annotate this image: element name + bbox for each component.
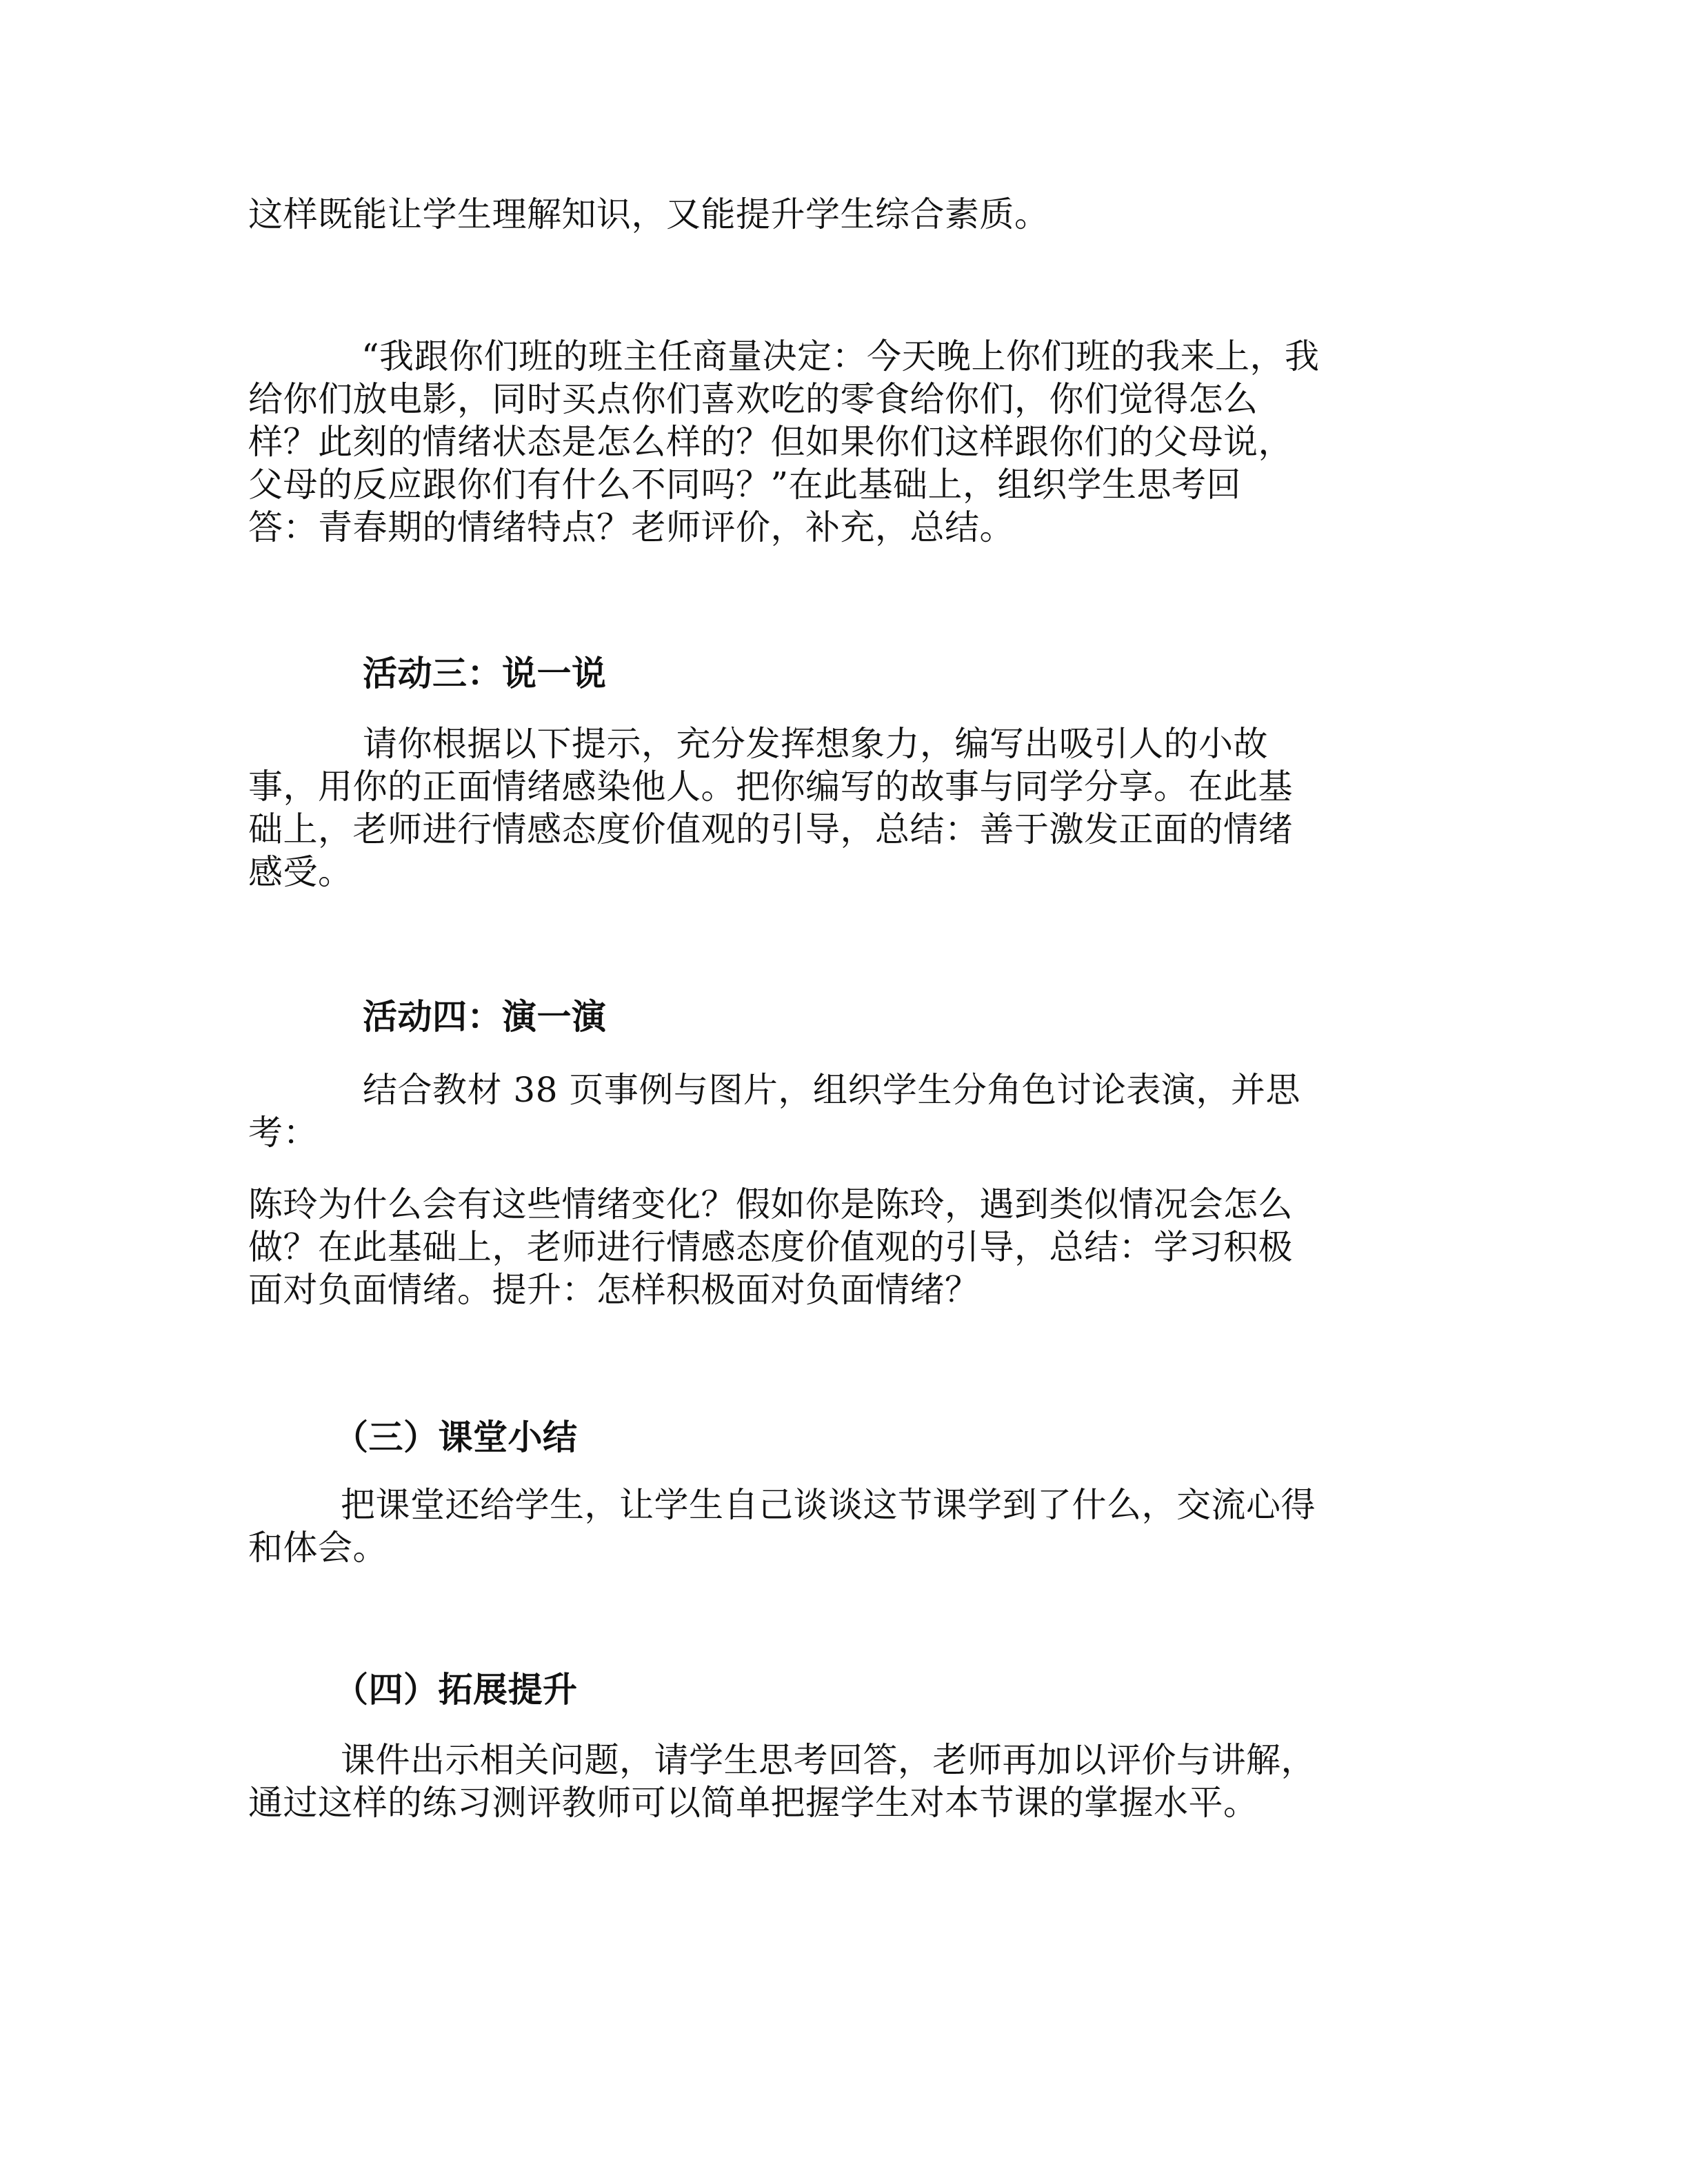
paragraph-extension	[248, 1739, 1420, 1824]
paragraph-teacher-quote	[248, 335, 1420, 549]
text-line: 样？此刻的情绪状态是怎么样的？但如果你们这样跟你们的父母说，	[248, 422, 1293, 462]
heading-text: （四）拓展提升	[334, 1669, 578, 1710]
text-line: 础上，老师进行情感态度价值观的引导，总结：善于激发正面的情绪	[248, 809, 1293, 849]
paragraph-intro-end	[248, 193, 1420, 236]
paragraph-activity-four	[248, 1069, 1420, 1154]
text-line: 考：	[248, 1113, 318, 1153]
text-line: 感受。	[248, 852, 353, 892]
text-line: 这样既能让学生理解知识，又能提升学生综合素质。	[248, 194, 1049, 234]
heading-activity-three	[248, 652, 1420, 695]
heading-class-summary	[248, 1416, 1420, 1459]
heading-text: 活动三：说一说	[363, 653, 607, 694]
heading-text: （三）课堂小结	[334, 1417, 578, 1457]
text-line: 给你们放电影，同时买点你们喜欢吃的零食给你们，你们觉得怎么	[248, 379, 1258, 419]
text-line: 陈玲为什么会有这些情绪变化？假如你是陈玲，遇到类似情况会怎么	[248, 1184, 1293, 1224]
paragraph-activity-three	[248, 722, 1420, 893]
text-line: 父母的反应跟你们有什么不同吗？”在此基础上，组织学生思考回	[248, 465, 1242, 505]
text-line: “我跟你们班的班主任商量决定：今天晚上你们班的我来上，我	[361, 336, 1320, 376]
heading-activity-four	[248, 995, 1420, 1038]
text-line: 课件出示相关问题，请学生思考回答，老师再加以评价与讲解，	[341, 1740, 1316, 1780]
heading-text: 活动四：演一演	[363, 996, 607, 1037]
text-line: 请你根据以下提示，充分发挥想象力，编写出吸引人的小故	[363, 724, 1268, 764]
text-line: 把课堂还给学生，让学生自己谈谈这节课学到了什么，交流心得	[341, 1485, 1316, 1525]
text-line: 事，用你的正面情绪感染他人。把你编写的故事与同学分享。在此基	[248, 767, 1293, 807]
text-line: 和体会。	[248, 1528, 388, 1568]
text-line: 面对负面情绪。提升：怎样积极面对负面情绪？	[248, 1270, 980, 1310]
paragraph-activity-four-question	[248, 1183, 1420, 1311]
heading-extension	[248, 1668, 1420, 1711]
text-line: 结合教材 38 页事例与图片，组织学生分角色讨论表演，并思	[363, 1070, 1300, 1110]
text-line: 答：青春期的情绪特点？老师评价，补充，总结。	[248, 507, 1014, 547]
text-line: 通过这样的练习测评教师可以简单把握学生对本节课的掌握水平。	[248, 1783, 1258, 1823]
paragraph-class-summary	[248, 1484, 1420, 1569]
text-line: 做？在此基础上，老师进行情感态度价值观的引导，总结：学习积极	[248, 1227, 1293, 1267]
